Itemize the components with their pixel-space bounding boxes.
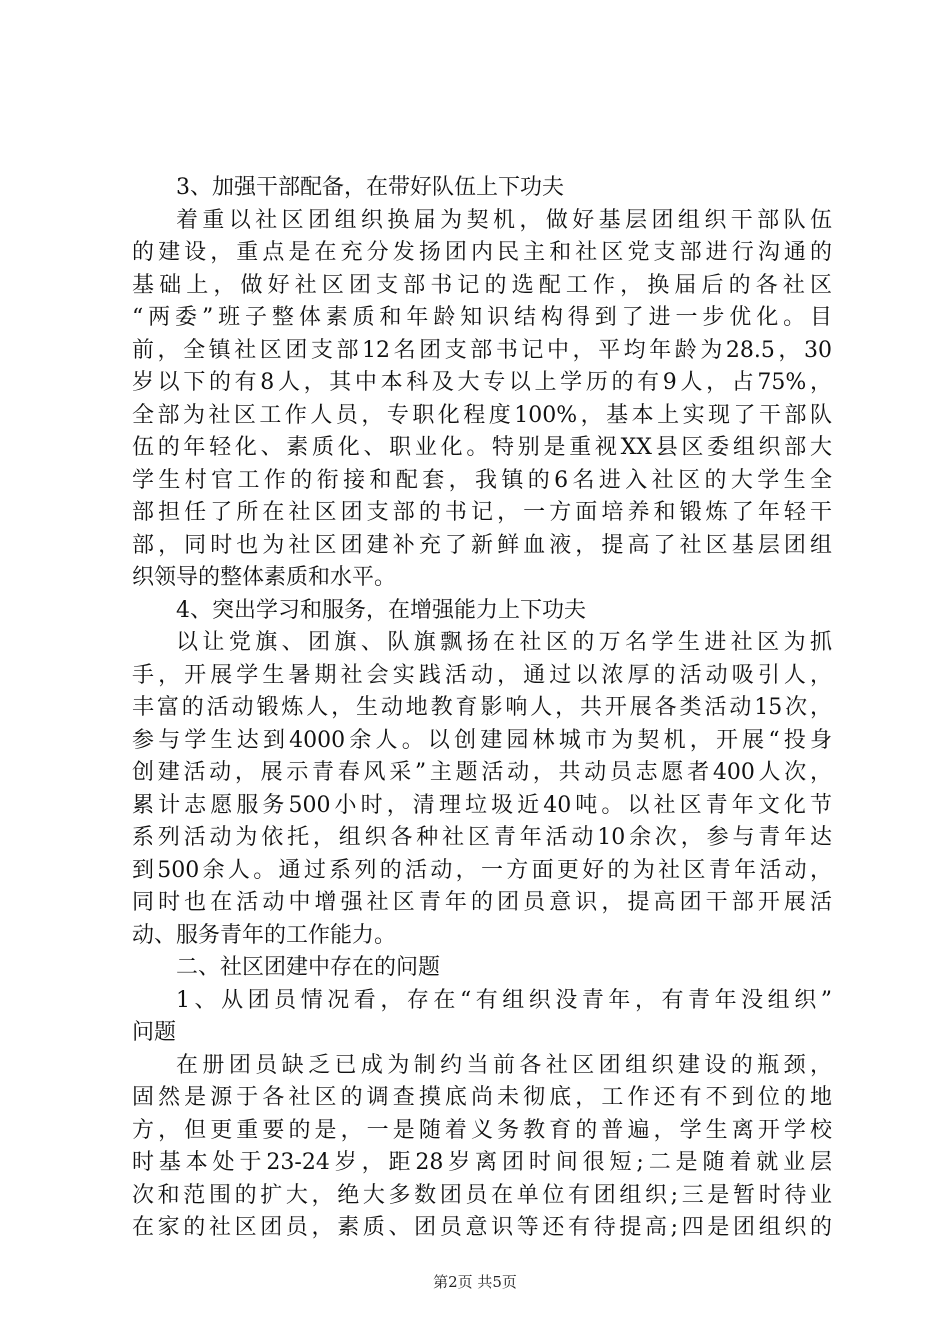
- text-line: 二、社区团建中存在的问题: [176, 955, 441, 980]
- text-line: 部担任了所在社区团支部的书记，一方面培养和锻炼了年轻干: [132, 500, 832, 525]
- text-line: 基础上，做好社区团支部书记的选配工作，换届后的各社区: [132, 272, 832, 298]
- text-line: 累计志愿服务500小时，清理垃圾近40吨。以社区青年文化节: [132, 792, 832, 818]
- text-line: 手，开展学生暑期社会实践活动，通过以浓厚的活动吸引人，: [132, 662, 832, 688]
- text-line: 方，但更重要的是，一是随着义务教育的普遍，学生离开学校: [132, 1117, 832, 1143]
- text-line: 系列活动为依托，组织各种社区青年活动10余次，参与青年达: [132, 825, 832, 850]
- text-line: 的建设，重点是在充分发扬团内民主和社区党支部进行沟通的: [132, 240, 832, 265]
- text-line: 问题: [132, 1020, 177, 1045]
- text-line: 学生村官工作的衔接和配套，我镇的6名进入社区的大学生全: [132, 467, 832, 493]
- document-body: [132, 172, 832, 1245]
- text-line: 在家的社区团员，素质、团员意识等还有待提高;四是团组织的: [132, 1215, 832, 1240]
- text-line: 4、突出学习和服务，在增强能力上下功夫: [176, 597, 586, 623]
- text-line: 到500余人。通过系列的活动，一方面更好的为社区青年活动，: [132, 857, 832, 883]
- text-line: 织领导的整体素质和水平。: [132, 565, 397, 590]
- text-line: 伍的年轻化、素质化、职业化。特别是重视XX县区委组织部大: [132, 435, 832, 460]
- text-line: 3、加强干部配备，在带好队伍上下功夫: [176, 175, 564, 200]
- text-line: 全部为社区工作人员，专职化程度100%，基本上实现了干部队: [132, 402, 832, 428]
- text-line: “两委”班子整体素质和年龄知识结构得到了进一步优化。目: [132, 305, 832, 330]
- text-line: 岁以下的有8人，其中本科及大专以上学历的有9人，占75%，: [132, 370, 832, 395]
- text-line: 时基本处于23-24岁，距28岁离团时间很短;二是随着就业层: [132, 1150, 832, 1175]
- text-line: 以让党旗、团旗、队旗飘扬在社区的万名学生进社区为抓: [176, 630, 832, 655]
- text-line: 次和范围的扩大，绝大多数团员在单位有团组织;三是暂时待业: [132, 1182, 832, 1208]
- text-line: 丰富的活动锻炼人，生动地教育影响人，共开展各类活动15次，: [132, 695, 832, 720]
- text-line: 同时也在活动中增强社区青年的团员意识，提高团干部开展活: [132, 890, 832, 915]
- text-line: 着重以社区团组织换届为契机，做好基层团组织干部队伍: [176, 207, 832, 233]
- text-line: 参与学生达到4000余人。以创建园林城市为契机，开展“投身: [132, 727, 832, 753]
- text-line: 前，全镇社区团支部12名团支部书记中，平均年龄为28.5，30: [132, 337, 832, 363]
- text-line: 在册团员缺乏已成为制约当前各社区团组织建设的瓶颈，: [176, 1052, 832, 1078]
- page-number-label: 第2页 共5页: [433, 1273, 517, 1291]
- text-line: 创建活动，展示青春风采”主题活动，共动员志愿者400人次，: [132, 760, 832, 785]
- text-line: 1、从团员情况看，存在“有组织没青年，有青年没组织”: [176, 987, 832, 1013]
- text-line: 部，同时也为社区团建补充了新鲜血液，提高了社区基层团组: [132, 532, 832, 558]
- page-footer: [0, 1272, 950, 1292]
- text-line: 动、服务青年的工作能力。: [132, 922, 397, 948]
- text-line: 固然是源于各社区的调查摸底尚未彻底，工作还有不到位的地: [132, 1085, 832, 1110]
